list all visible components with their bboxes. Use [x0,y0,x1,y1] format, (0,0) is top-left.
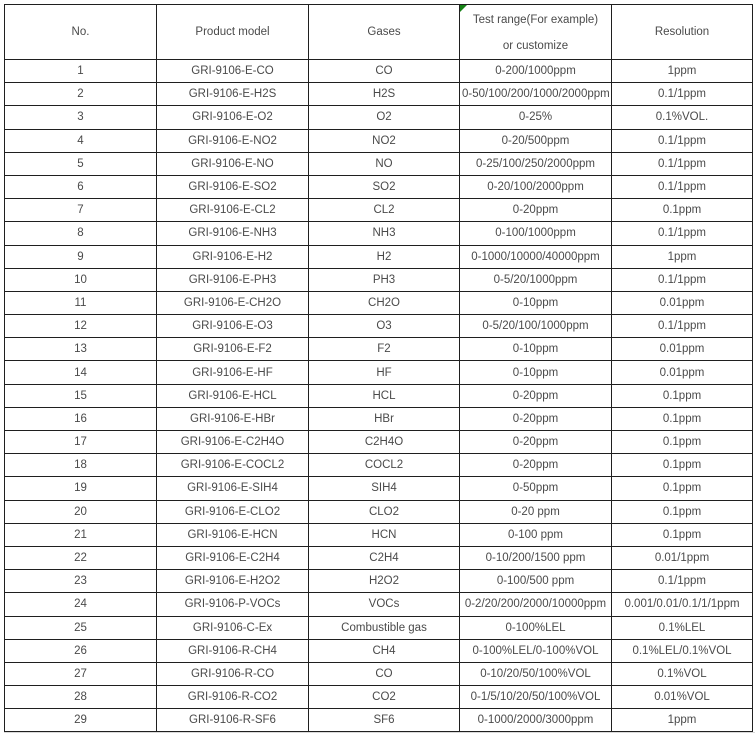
cell-gas: H2 [309,245,460,268]
cell-gas: CL2 [309,199,460,222]
cell-resolution: 0.1%LEL [612,616,753,639]
cell-no: 21 [5,523,157,546]
cell-test-range: 0-20/100/2000ppm [460,175,612,198]
cell-product-model: GRI-9106-E-H2S [157,83,309,106]
cell-test-range: 0-100%LEL/0-100%VOL [460,639,612,662]
cell-test-range: 0-100/1000ppm [460,222,612,245]
column-header-no: No. [5,5,157,60]
cell-product-model: GRI-9106-E-H2 [157,245,309,268]
table-row [5,245,753,268]
table-row [5,291,753,314]
cell-gas: HBr [309,407,460,430]
table-row [5,431,753,454]
cell-gas: NO [309,152,460,175]
table-row [5,477,753,500]
cell-product-model: GRI-9106-E-PH3 [157,268,309,291]
cell-product-model: GRI-9106-E-CO [157,60,309,83]
table-row [5,338,753,361]
cell-test-range: 0-50ppm [460,477,612,500]
cell-product-model: GRI-9106-E-NO [157,152,309,175]
table-row [5,199,753,222]
cell-no: 16 [5,407,157,430]
cell-product-model: GRI-9106-R-SF6 [157,709,309,732]
cell-resolution: 1ppm [612,245,753,268]
table-row [5,686,753,709]
table-row [5,454,753,477]
note-corner-triangle-icon [460,5,467,12]
cell-resolution: 0.1ppm [612,523,753,546]
cell-gas: H2S [309,83,460,106]
column-header-resolution: Resolution [612,5,753,60]
cell-no: 11 [5,291,157,314]
cell-no: 20 [5,500,157,523]
table-row [5,152,753,175]
cell-product-model: GRI-9106-E-O2 [157,106,309,129]
table-row [5,546,753,569]
cell-resolution: 0.001/0.01/0.1/1/1ppm [612,593,753,616]
cell-product-model: GRI-9106-E-COCL2 [157,454,309,477]
cell-resolution: 0.1ppm [612,477,753,500]
cell-product-model: GRI-9106-R-CO2 [157,686,309,709]
cell-resolution: 0.01ppm [612,338,753,361]
cell-no: 22 [5,546,157,569]
cell-resolution: 0.1%VOL [612,662,753,685]
cell-no: 18 [5,454,157,477]
cell-product-model: GRI-9106-R-CH4 [157,639,309,662]
cell-test-range: 0-10ppm [460,338,612,361]
cell-test-range: 0-10ppm [460,291,612,314]
cell-test-range: 0-200/1000ppm [460,60,612,83]
cell-resolution: 0.1ppm [612,500,753,523]
cell-no: 19 [5,477,157,500]
cell-test-range: 0-20ppm [460,407,612,430]
cell-no: 9 [5,245,157,268]
column-header-gases: Gases [309,5,460,60]
table-row [5,570,753,593]
cell-no: 8 [5,222,157,245]
cell-gas: HCL [309,384,460,407]
cell-product-model: GRI-9106-E-C2H4 [157,546,309,569]
cell-product-model: GRI-9106-E-SO2 [157,175,309,198]
cell-resolution: 0.1%LEL/0.1%VOL [612,639,753,662]
cell-test-range: 0-1000/10000/40000ppm [460,245,612,268]
product-spec-table [4,4,753,732]
cell-gas: COCL2 [309,454,460,477]
cell-resolution: 0.01ppm [612,291,753,314]
cell-resolution: 0.1ppm [612,431,753,454]
cell-no: 27 [5,662,157,685]
cell-no: 3 [5,106,157,129]
cell-product-model: GRI-9106-E-NH3 [157,222,309,245]
cell-gas: CO2 [309,686,460,709]
table-row [5,361,753,384]
cell-product-model: GRI-9106-E-HBr [157,407,309,430]
test-range-header-line2: or customize [502,40,569,52]
cell-product-model: GRI-9106-E-HCL [157,384,309,407]
cell-gas: NO2 [309,129,460,152]
cell-test-range: 0-25% [460,106,612,129]
cell-gas: CH2O [309,291,460,314]
cell-test-range: 0-10/20/50/100%VOL [460,662,612,685]
cell-product-model: GRI-9106-E-SIH4 [157,477,309,500]
table-row [5,175,753,198]
cell-gas: PH3 [309,268,460,291]
cell-test-range: 0-25/100/250/2000ppm [460,152,612,175]
cell-gas: H2O2 [309,570,460,593]
table-row [5,129,753,152]
cell-no: 6 [5,175,157,198]
cell-gas: HCN [309,523,460,546]
cell-gas: O2 [309,106,460,129]
cell-gas: CH4 [309,639,460,662]
cell-resolution: 0.1/1ppm [612,222,753,245]
cell-no: 2 [5,83,157,106]
cell-product-model: GRI-9106-E-CL2 [157,199,309,222]
cell-resolution: 0.01/1ppm [612,546,753,569]
cell-no: 12 [5,315,157,338]
faint-bottom-gridline [4,732,755,733]
table-row [5,616,753,639]
cell-product-model: GRI-9106-E-HCN [157,523,309,546]
cell-no: 4 [5,129,157,152]
cell-no: 28 [5,686,157,709]
cell-no: 10 [5,268,157,291]
table-row [5,523,753,546]
cell-no: 1 [5,60,157,83]
cell-no: 25 [5,616,157,639]
cell-resolution: 1ppm [612,709,753,732]
cell-no: 26 [5,639,157,662]
table-body [5,60,753,732]
cell-gas: O3 [309,315,460,338]
cell-test-range: 0-5/20/1000ppm [460,268,612,291]
cell-product-model: GRI-9106-E-CH2O [157,291,309,314]
table-row [5,83,753,106]
cell-resolution: 0.1%VOL. [612,106,753,129]
cell-resolution: 0.1ppm [612,384,753,407]
cell-test-range: 0-20/500ppm [460,129,612,152]
cell-product-model: GRI-9106-E-H2O2 [157,570,309,593]
table-row [5,315,753,338]
cell-resolution: 0.1/1ppm [612,152,753,175]
cell-test-range: 0-20 ppm [460,500,612,523]
column-header-product-model: Product model [157,5,309,60]
cell-resolution: 0.1/1ppm [612,570,753,593]
cell-test-range: 0-1/5/10/20/50/100%VOL [460,686,612,709]
header-row [5,5,753,60]
cell-no: 29 [5,709,157,732]
cell-resolution: 0.1/1ppm [612,315,753,338]
cell-gas: CO [309,60,460,83]
cell-test-range: 0-2/20/200/2000/10000ppm [460,593,612,616]
cell-test-range: 0-1000/2000/3000ppm [460,709,612,732]
cell-product-model: GRI-9106-C-Ex [157,616,309,639]
cell-gas: F2 [309,338,460,361]
cell-resolution: 0.1/1ppm [612,268,753,291]
cell-resolution: 0.1/1ppm [612,129,753,152]
table-row [5,662,753,685]
cell-test-range: 0-20ppm [460,431,612,454]
cell-resolution: 0.1ppm [612,407,753,430]
cell-resolution: 0.1ppm [612,199,753,222]
table-row [5,593,753,616]
table-row [5,106,753,129]
cell-gas: Combustible gas [309,616,460,639]
cell-resolution: 0.01ppm [612,361,753,384]
table-row [5,407,753,430]
cell-gas: VOCs [309,593,460,616]
table-row [5,268,753,291]
cell-gas: NH3 [309,222,460,245]
cell-no: 24 [5,593,157,616]
cell-no: 23 [5,570,157,593]
cell-no: 7 [5,199,157,222]
table-header [5,5,753,60]
cell-test-range: 0-20ppm [460,454,612,477]
table-row [5,384,753,407]
cell-test-range: 0-100%LEL [460,616,612,639]
cell-product-model: GRI-9106-E-F2 [157,338,309,361]
cell-product-model: GRI-9106-E-O3 [157,315,309,338]
cell-resolution: 0.1ppm [612,454,753,477]
table-row [5,709,753,732]
cell-test-range: 0-20ppm [460,384,612,407]
cell-test-range: 0-10/200/1500 ppm [460,546,612,569]
test-range-header-lines [462,5,609,59]
cell-no: 13 [5,338,157,361]
cell-no: 17 [5,431,157,454]
cell-gas: SIH4 [309,477,460,500]
cell-product-model: GRI-9106-E-NO2 [157,129,309,152]
cell-product-model: GRI-9106-E-HF [157,361,309,384]
cell-gas: CLO2 [309,500,460,523]
cell-test-range: 0-10ppm [460,361,612,384]
cell-product-model: GRI-9106-E-CLO2 [157,500,309,523]
cell-resolution: 0.1/1ppm [612,175,753,198]
cell-no: 14 [5,361,157,384]
cell-no: 15 [5,384,157,407]
cell-no: 5 [5,152,157,175]
cell-test-range: 0-20ppm [460,199,612,222]
cell-product-model: GRI-9106-P-VOCs [157,593,309,616]
cell-test-range: 0-100/500 ppm [460,570,612,593]
cell-test-range: 0-100 ppm [460,523,612,546]
cell-gas: SF6 [309,709,460,732]
cell-resolution: 0.01%VOL [612,686,753,709]
cell-gas: C2H4O [309,431,460,454]
cell-resolution: 1ppm [612,60,753,83]
cell-test-range: 0-50/100/200/1000/2000ppm [460,83,612,106]
cell-gas: CO [309,662,460,685]
table-row [5,222,753,245]
cell-product-model: GRI-9106-E-C2H4O [157,431,309,454]
table-row [5,500,753,523]
table-row [5,639,753,662]
test-range-header-line1: Test range(For example) [472,14,599,26]
cell-gas: HF [309,361,460,384]
cell-resolution: 0.1/1ppm [612,83,753,106]
cell-gas: C2H4 [309,546,460,569]
cell-test-range: 0-5/20/100/1000ppm [460,315,612,338]
column-header-test-range [460,5,612,60]
cell-product-model: GRI-9106-R-CO [157,662,309,685]
cell-gas: SO2 [309,175,460,198]
table-row [5,60,753,83]
